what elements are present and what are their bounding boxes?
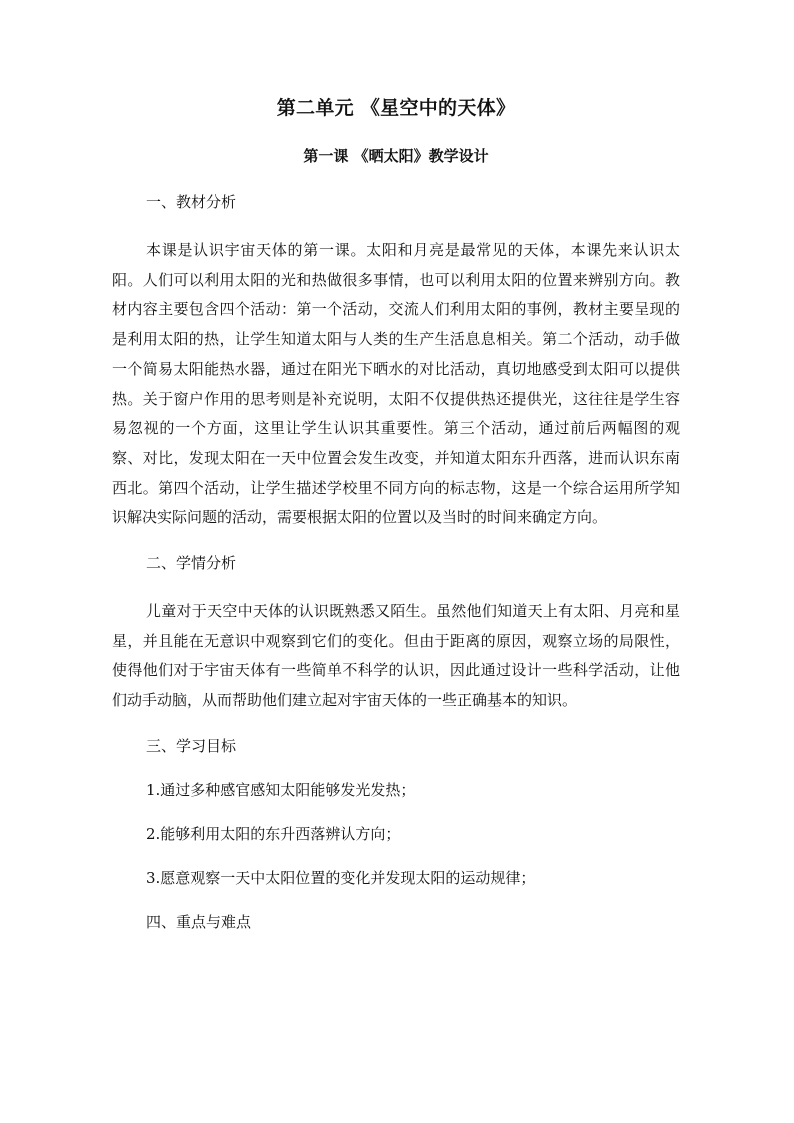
learning-goal-item: 1.通过多种感官感知太阳能够发光发热； [146, 780, 416, 799]
learner-analysis-paragraph: 儿童对于天空中天体的认识既熟悉又陌生。虽然他们知道天上有太阳、月亮和星星，并且能在无意识中观察到它们的变化。但由于距离的原因，观察立场的局限性，使得他们对于宇宙天体有一些简单不科学的认识，因此通过设计一些科学活动，让他们动手动脑，从而帮助他们建立起对宇宙天体的一些正确基本的知识。 [112, 602, 680, 710]
unit-title: 第二单元 《星空中的天体》 [276, 97, 516, 119]
section-heading-key-points: 四、重点与难点 [146, 912, 252, 931]
learning-goal-item: 3.愿意观察一天中太阳位置的变化并发现太阳的运动规律； [146, 868, 536, 887]
document-content [112, 96, 680, 956]
section-heading-learner-analysis: 二、学情分析 [146, 554, 237, 573]
section-heading-learning-goals: 三、学习目标 [146, 736, 237, 755]
lesson-subtitle: 第一课 《晒太阳》教学设计 [303, 147, 489, 165]
learning-goal-item: 2.能够利用太阳的东升西落辨认方向； [146, 824, 401, 843]
textbook-analysis-paragraph: 本课是认识宇宙天体的第一课。太阳和月亮是最常见的天体，本课先来认识太阳。人们可以利用太阳的光和热做很多事情，也可以利用太阳的位置来辨别方向。教材内容主要包含四个活动：第一个活动，交流人们利用太阳的事例，教材主要呈现的是利用太阳的热，让学生知道太阳与人类的生产生活息息相关。第二个活动，动手做一个简易太阳能热水器，通过在阳光下晒水的对比活动，真切地感受到太阳可以提供热。关于窗户作用的思考则是补充说明，太阳不仅提供热还提供光，这往往是学生容易忽视的一个方面，这里让学生认识其重要性。第三个活动，通过前后两幅图的观察、对比，发现太阳在一天中位置会发生改变，并知道太阳东升西落，进而认识东南西北。第四个活动，让学生描述学校里不同方向的标志物，这是一个综合运用所学知识解决实际问题的活动，需要根据太阳的位置以及当时的时间来确定方向。 [112, 241, 680, 527]
section-heading-textbook-analysis: 一、教材分析 [146, 193, 237, 211]
